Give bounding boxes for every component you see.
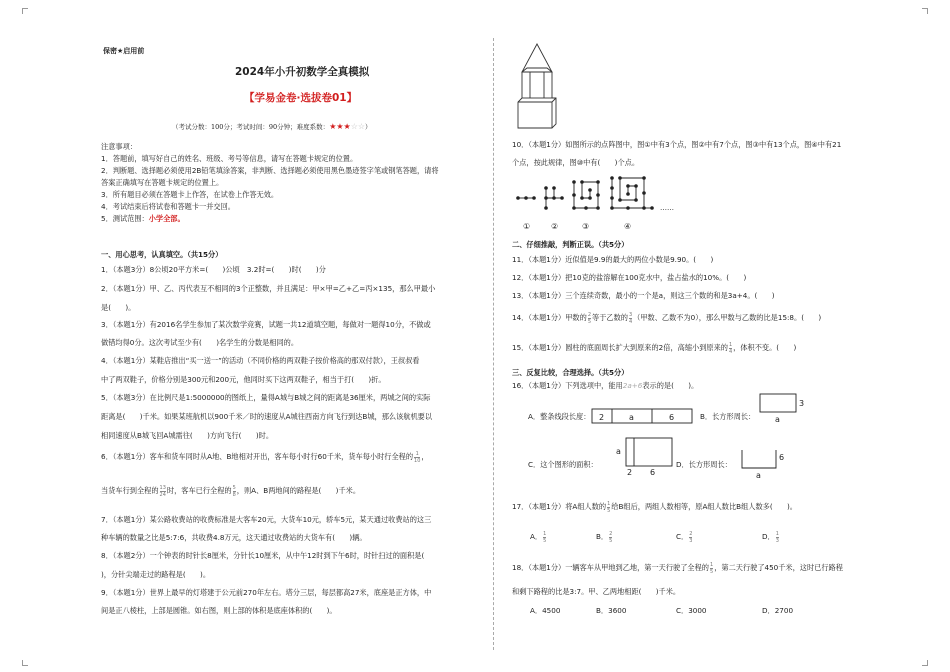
fraction-denominator: 3: [775, 537, 779, 544]
q14-fraction-2: [629, 312, 632, 325]
q18-option-c[interactable]: C．3000: [676, 606, 707, 615]
question-10-line-1: 10．（本题1分）如图所示的点阵图中，图①中有3个点，图②中有7个点，图③中有13个点，图④中有21: [512, 140, 842, 149]
question-15: [512, 341, 796, 355]
fraction-numerator: 1: [543, 530, 547, 537]
fraction-numerator: 1: [607, 500, 611, 507]
fraction-numerator: 3: [628, 311, 633, 318]
q16-option-d[interactable]: D．长方形周长：: [676, 460, 732, 469]
rect-side-a: a: [775, 415, 780, 424]
fraction-denominator: 5: [587, 318, 591, 325]
question-7-line-2: 种车辆的数量之比是5:7:6，共收费4.8万元，这天通过收费站的大货车有( )辆。: [101, 533, 367, 542]
option-fraction: [689, 531, 692, 544]
star-filled-icon: ★★★: [329, 122, 351, 131]
notes-item-1: 1．答题前，填写好自己的姓名、班级、考号等信息，请写在答题卡规定的位置。: [101, 154, 358, 163]
fraction-denominator: 4: [728, 348, 733, 355]
q17-text: 17．（本题1分）将A组人数的: [512, 502, 607, 511]
q14-text-3: （甲数、乙数不为0），那么甲数与乙数的比是15:8。( ): [633, 313, 822, 322]
confidential-label: 保密★启用前: [103, 47, 145, 55]
q15-text-2: ，体积不变。( ): [733, 343, 797, 352]
notes-item-5: [101, 214, 185, 223]
q16-d-shape-figure: [738, 446, 788, 480]
q6-text-3: 时，客车已行全程的: [166, 486, 232, 495]
fraction-denominator: 24: [159, 491, 166, 498]
question-1: 1．（本题3分）8公顷20平方米=( )公顷 3.2时=( )时( )分: [101, 265, 326, 274]
question-6-line-1: [101, 450, 429, 464]
question-3-line-2: 做错均得0分。这次考试至少有( )名学生的分数是相同的。: [101, 338, 299, 347]
q16-text-end: 表示的是( )。: [642, 381, 699, 390]
lighthouse-figure: [512, 42, 562, 132]
question-5-line-1: 5．（本题3分）在比例尺是1:5000000的图纸上，量得A城与B城之间的距离是36厘米，两城之间的实际: [101, 393, 431, 402]
q14-fraction-1: [588, 312, 591, 325]
q16-text: 16．（本题1分）下列选项中，能用: [512, 381, 623, 390]
shape-label-6: 6: [779, 453, 785, 462]
lighthouse-cone-base: [522, 68, 552, 72]
scope-label: 5．测试范围：: [101, 214, 149, 223]
question-4-line-2: 中了两双鞋子，价格分别是300元和200元，他同时买下这两双鞋子，相当于打( )折。: [101, 375, 386, 384]
fraction-denominator: 5: [543, 537, 547, 544]
lighthouse-prism: [522, 72, 552, 98]
dot-pattern-figure: [512, 174, 702, 236]
q6-text-end: ，: [421, 452, 429, 461]
dot-pattern-ellipsis: ……: [660, 204, 674, 212]
q15-fraction: [729, 342, 732, 355]
q17-text-2: 给B组后，两组人数相等，原A组人数比B组人数多( )。: [611, 502, 797, 511]
area-label-2: 2: [627, 468, 633, 476]
question-2-line-2: 是( )。: [101, 303, 136, 312]
fraction-denominator: 5: [609, 537, 613, 544]
lighthouse-cube: [518, 98, 556, 128]
fraction-numerator: 1: [728, 341, 733, 348]
scope-value: 小学全部。: [148, 214, 185, 223]
q6-text: 6．（本题1分）客车和货车同时从A地、B地相对开出，客车每小时行60千米，货车每小时行全程的: [101, 452, 414, 461]
fraction-denominator: 5: [710, 568, 714, 575]
crop-mark-top-left: [22, 8, 28, 14]
q16-b-rectangle-figure: [758, 392, 808, 424]
q14-text: 14．（本题1分）甲数的: [512, 313, 587, 322]
segment-label-2: 2: [599, 413, 605, 422]
q16-c-area-figure: [612, 436, 674, 476]
fraction-denominator: 5: [607, 507, 611, 514]
question-6-line-2: [101, 484, 360, 498]
exam-info-end: ）: [365, 123, 372, 131]
fraction-denominator: 10: [414, 457, 421, 464]
fraction-denominator: 4: [628, 318, 633, 325]
figure-label-1: ①: [523, 222, 531, 231]
option-fraction: [609, 531, 612, 544]
fraction-numerator: 5: [232, 484, 236, 491]
exam-info-text: （考试分数：100分；考试时间：90分钟；难度系数：: [172, 123, 330, 131]
question-10-line-2: 个点，按此规律，图⑩中有( )个点。: [512, 158, 640, 167]
q6-text-4: ，则A、B两地间的路程是( )千米。: [236, 486, 361, 495]
shape-label-a: a: [756, 471, 761, 480]
fraction-numerator: 2: [689, 530, 693, 537]
fraction-numerator: 1: [775, 530, 779, 537]
notes-item-2: 2．判断题、选择题必须使用2B铅笔填涂答案，非判断、选择题必须使用黑色墨迹签字笔或钢笔答题，请将: [101, 166, 439, 175]
q17-fraction: [607, 501, 610, 514]
question-14: [512, 311, 821, 325]
section-3-heading: 三、反复比较，合理选择。（共5分）: [512, 368, 629, 377]
notes-item-2-cont: 答案正确填写在答题卡规定的位置上。: [101, 178, 224, 187]
q18-text-2: ，第二天行驶了450千米，这时已行路程: [714, 563, 843, 572]
exam-info: [172, 122, 372, 132]
option-fraction: [543, 531, 546, 544]
option-label: B．: [596, 532, 609, 541]
crop-mark-bottom-left: [22, 660, 28, 666]
fraction-numerator: 1: [415, 450, 419, 457]
question-4-line-1: 4．（本题1分）某鞋店推出“买一送一”的活动（不同价格的两双鞋子按价格高的那双付款），王叔叔看: [101, 356, 420, 365]
question-2-line-1: 2．（本题1分）甲、乙、丙代表互不相同的3个正整数，并且满足：甲×甲=乙+乙=丙×135，那么甲最小: [101, 284, 436, 293]
q17-option-b[interactable]: [596, 530, 613, 544]
notes-heading: 注意事项：: [101, 142, 137, 151]
question-17: [512, 500, 797, 514]
figure-label-2: ②: [551, 222, 559, 231]
question-8-line-1: 8．（本题2分）一个钟表的时针长8厘米，分针长10厘米，从中午12时到下午6时，时针扫过的面积是(: [101, 551, 439, 560]
question-18-line-2: 和剩下路程的比是3:7。甲、乙两地相距( )千米。: [512, 587, 681, 596]
q6-fraction-2: [160, 485, 166, 498]
question-8-line-2: )，分针尖端走过的路程是( )。: [101, 570, 211, 579]
segment-label-a: a: [629, 413, 634, 422]
question-9-line-2: 间是正八棱柱，上部是圆锥。如右图，则上部的体积是底座体积的( )。: [101, 606, 337, 615]
q16-option-b[interactable]: B．长方形周长：: [700, 412, 756, 421]
star-empty-icon: ☆☆: [350, 122, 366, 131]
section-2-heading: 二、仔细推敲，判断正误。（共5分）: [512, 240, 629, 249]
column-divider: [493, 38, 494, 650]
fraction-numerator: 2: [587, 311, 591, 318]
q17-option-a[interactable]: [530, 530, 547, 544]
page-subtitle: 【学易金卷·选拔卷01】: [244, 92, 358, 104]
fraction-numerator: 13: [159, 484, 166, 491]
crop-mark-top-right: [922, 8, 928, 14]
question-9-line-1: 9．（本题1分）世界上最早的灯塔建于公元前270年左右。塔分三层，每层都高27米，底座是正方体，中: [101, 588, 432, 597]
q16-expression: 2a+6: [622, 381, 643, 390]
question-18-line-1: [512, 561, 843, 575]
q17-option-d[interactable]: [762, 530, 780, 544]
rect-side-3: 3: [799, 399, 805, 408]
option-label: A．: [530, 532, 543, 541]
figure-label-4: ④: [624, 222, 632, 231]
figure-label-3: ③: [582, 222, 590, 231]
question-12: 12．（本题1分）把10克的盐溶解在100克水中，盐占盐水的10%。( ): [512, 273, 747, 282]
fraction-numerator: 2: [609, 530, 613, 537]
area-label-a: a: [616, 447, 621, 456]
fraction-numerator: 1: [710, 561, 714, 568]
area-label-6: 6: [650, 468, 656, 476]
q6-fraction-3: [233, 485, 236, 498]
fraction-denominator: 8: [232, 491, 236, 498]
q18-option-d[interactable]: D．2700: [762, 606, 794, 615]
option-fraction: [776, 531, 779, 544]
q16-option-a[interactable]: A．整条线段长度：: [528, 412, 591, 421]
question-11: 11．（本题1分）近似值是9.9的最大的两位小数是9.90。( ): [512, 255, 714, 264]
q16-option-c[interactable]: C．这个图形的面积：: [528, 460, 598, 469]
notes-item-4: 4．考试结束后将试卷和答题卡一并交回。: [101, 202, 235, 211]
q17-option-c[interactable]: [676, 530, 693, 544]
question-16: [512, 381, 698, 390]
section-1-heading: 一、用心思考，认真填空。（共15分）: [101, 250, 223, 259]
question-3-line-1: 3．（本题1分）有2016名学生参加了某次数学竞赛，试题一共12道填空题，每做对一题得10分，不做或: [101, 320, 431, 329]
option-label: C．: [676, 532, 689, 541]
q15-text: 15．（本题1分）圆柱的底面周长扩大到原来的2倍，高缩小到原来的: [512, 343, 728, 352]
question-5-line-3: 相同速度从B城飞回A城需往( )方向飞行( )时。: [101, 431, 274, 440]
q14-text-2: 等于乙数的: [592, 313, 628, 322]
q6-fraction-1: [414, 451, 420, 464]
question-7-line-1: 7．（本题1分）某公路收费站的收费标准是大客车20元，大货车10元，轿车5元，某天通过收费站的这三: [101, 515, 432, 524]
question-13: 13．（本题1分）三个连续奇数，最小的一个是a，则这三个数的和是3a+4。( ): [512, 291, 775, 300]
fraction-denominator: 3: [689, 537, 693, 544]
option-label: D．: [762, 532, 775, 541]
segment-label-6: 6: [669, 413, 675, 422]
q18-option-a[interactable]: A．4500: [530, 606, 561, 615]
crop-mark-bottom-right: [922, 660, 928, 666]
q16-a-segment-figure: [590, 406, 696, 426]
q18-fraction: [710, 562, 713, 575]
difficulty-stars: [329, 122, 365, 131]
q6-text-2: 当货车行到全程的: [101, 486, 159, 495]
question-5-line-2: 距离是( )千米。如果某班航机以900千米／时的速度从A城往西南方向飞行到达B城，那么该航机要以: [101, 412, 433, 421]
q18-option-b[interactable]: B．3600: [596, 606, 627, 615]
q18-text: 18．（本题1分）一辆客车从甲地到乙地，第一天行驶了全程的: [512, 563, 709, 572]
page-title: 2024年小升初数学全真模拟: [235, 66, 370, 78]
notes-item-3: 3．所有题目必须在答题卡上作答，在试卷上作答无效。: [101, 190, 279, 199]
